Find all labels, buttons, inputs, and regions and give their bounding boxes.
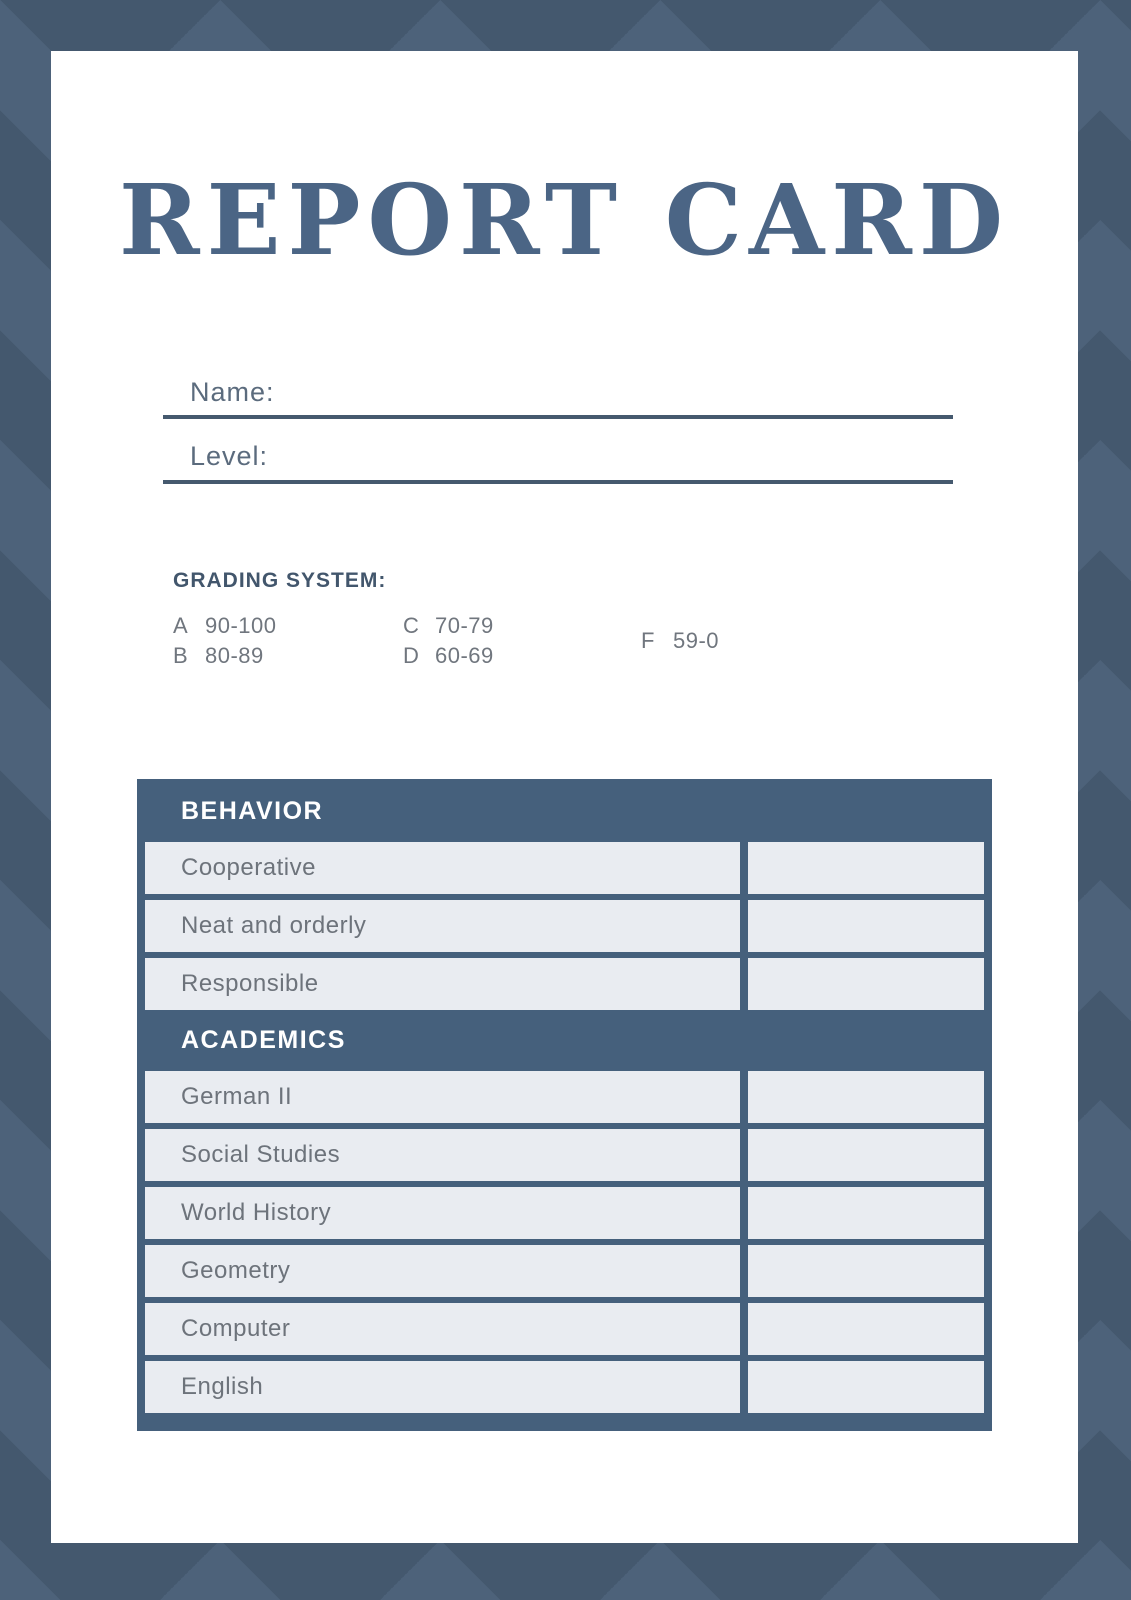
grade-scale-b bbox=[173, 641, 403, 671]
table-row bbox=[145, 1245, 984, 1297]
level-input-line[interactable] bbox=[163, 480, 953, 484]
grade-letter: B bbox=[173, 643, 189, 668]
row-label: Cooperative bbox=[145, 842, 740, 894]
grade-range: 59-0 bbox=[673, 628, 720, 653]
table-row bbox=[145, 958, 984, 1010]
grade-cell[interactable] bbox=[748, 1129, 984, 1181]
row-label: Geometry bbox=[145, 1245, 740, 1297]
row-label: English bbox=[145, 1361, 740, 1413]
grade-cell[interactable] bbox=[748, 1361, 984, 1413]
grade-scale-d bbox=[403, 641, 641, 671]
grades-table bbox=[137, 779, 992, 1431]
grade-range: 60-69 bbox=[435, 643, 494, 668]
table-row bbox=[145, 1361, 984, 1413]
grade-cell[interactable] bbox=[748, 958, 984, 1010]
grade-letter: D bbox=[403, 643, 420, 668]
grading-column-2 bbox=[403, 611, 641, 671]
report-card-page bbox=[51, 51, 1078, 1543]
grade-range: 70-79 bbox=[435, 613, 494, 638]
grade-range: 80-89 bbox=[205, 643, 264, 668]
grade-scale-a bbox=[173, 611, 403, 641]
grading-scale bbox=[173, 611, 813, 671]
grade-scale-f bbox=[641, 626, 719, 656]
table-row bbox=[145, 1071, 984, 1123]
level-label: Level: bbox=[190, 441, 269, 471]
row-label: German II bbox=[145, 1071, 740, 1123]
name-input-line[interactable] bbox=[163, 415, 953, 419]
section-header-academics: ACADEMICS bbox=[181, 1026, 346, 1054]
grade-cell[interactable] bbox=[748, 900, 984, 952]
row-label: World History bbox=[145, 1187, 740, 1239]
grade-cell[interactable] bbox=[748, 1071, 984, 1123]
grading-column-3 bbox=[641, 611, 719, 671]
row-label: Neat and orderly bbox=[145, 900, 740, 952]
table-row bbox=[145, 900, 984, 952]
table-row bbox=[145, 842, 984, 894]
grade-letter: C bbox=[403, 613, 420, 638]
grade-letter: F bbox=[641, 628, 655, 653]
section-header-behavior: BEHAVIOR bbox=[181, 797, 324, 825]
table-row bbox=[145, 1187, 984, 1239]
row-label: Social Studies bbox=[145, 1129, 740, 1181]
grading-system-heading: GRADING SYSTEM: bbox=[173, 569, 387, 592]
grade-cell[interactable] bbox=[748, 842, 984, 894]
page-title: REPORT CARD bbox=[118, 163, 1011, 277]
table-row bbox=[145, 1303, 984, 1355]
name-label: Name: bbox=[190, 377, 275, 407]
grade-range: 90-100 bbox=[205, 613, 277, 638]
grade-cell[interactable] bbox=[748, 1187, 984, 1239]
grade-cell[interactable] bbox=[748, 1245, 984, 1297]
grading-column-1 bbox=[173, 611, 403, 671]
row-label: Responsible bbox=[145, 958, 740, 1010]
grade-letter: A bbox=[173, 613, 189, 638]
table-row bbox=[145, 1129, 984, 1181]
row-label: Computer bbox=[145, 1303, 740, 1355]
grade-cell[interactable] bbox=[748, 1303, 984, 1355]
grade-scale-c bbox=[403, 611, 641, 641]
